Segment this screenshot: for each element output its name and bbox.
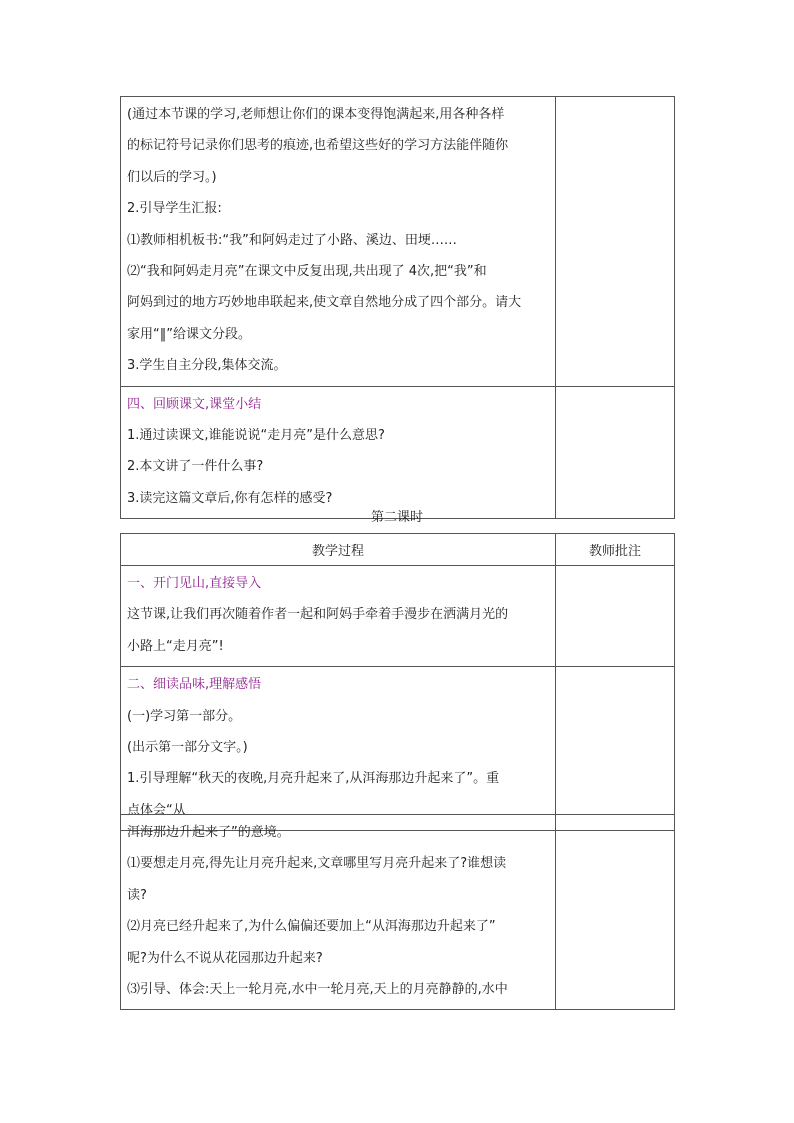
table-row [121,386,675,519]
table-header-row [121,534,675,566]
teacher-note-cell [556,566,675,667]
lesson-table-continued [120,96,675,519]
text-line: 们以后的学习。) [127,169,217,185]
teacher-note-cell [556,97,675,387]
text-line: ⑵“我和阿妈走月亮”在课文中反复出现,共出现了 4次,把“我”和 [127,264,487,280]
text-line: (通过本节课的学习,老师想让你们的课本变得饱满起来,用各种各样 [127,107,505,122]
text-line: 1.通过读课文,谁能说说“走月亮”是什么意思? [127,428,385,444]
process-cell [121,386,556,519]
text-line: 1.引导理解“秋天的夜晚,月亮升起来了,从洱海那边升起来了”。重 [127,771,500,787]
text-line: 点体会“从 [127,802,186,818]
text-line: ⑴要想走月亮,得先让月亮升起来,文章哪里写月亮升起来了?谁想读 [127,856,507,872]
table-row [121,815,675,1010]
process-cell [121,97,556,387]
lesson-table-continued [120,814,675,1010]
process-cell [121,566,556,667]
text-line: 2.本文讲了一件什么事? [127,459,264,475]
lesson-table [120,533,675,831]
text-line: 2.引导学生汇报: [127,201,222,217]
table-row [121,566,675,667]
text-line: 呢?为什么不说从花园那边升起来? [127,950,323,966]
table-row [121,667,675,831]
text-line: 3.读完这篇文章后,你有怎样的感受? [127,490,333,506]
text-line: (一)学习第一部分。 [127,708,242,724]
teacher-note-cell [556,815,675,1010]
column-header-notes: 教师批注 [556,534,675,566]
section-title: 第二课时 [370,510,423,525]
process-cell [121,667,556,831]
teacher-note-cell [556,667,675,831]
process-cell [121,815,556,1010]
table-row [121,97,675,387]
text-line: 3.学生自主分段,集体交流。 [127,358,287,374]
text-line: 这节课,让我们再次随着作者一起和阿妈手牵着手漫步在洒满月光的 [127,607,509,623]
text-line: 小路上“走月亮”! [127,638,224,654]
text-line: 洱海那边升起来了”的意境。 [127,825,290,840]
text-line: 读? [127,887,147,903]
section-heading: 四、回顾课文,课堂小结 [127,396,262,412]
text-line: ⑵月亮已经升起来了,为什么偏偏还要加上“从洱海那边升起来了” [127,919,496,935]
text-line: ⑴教师相机板书:“我”和阿妈走过了小路、溪边、田埂…… [127,232,457,248]
text-line: 阿妈到过的地方巧妙地串联起来,使文章自然地分成了四个部分。请大 [127,295,522,311]
section-heading: 一、开门见山,直接导入 [127,576,262,591]
column-header-process: 教学过程 [121,534,556,566]
teacher-note-cell [556,386,675,519]
text-line: 的标记符号记录你们思考的痕迹,也希望这些好的学习方法能伴随你 [127,138,509,154]
section-heading: 二、细读品味,理解感悟 [127,677,262,693]
text-line: (出示第一部分文字。) [127,740,248,756]
text-line: 家用“‖”给课文分段。 [127,326,251,342]
text-line: ⑶引导、体会:天上一轮月亮,水中一轮月亮,天上的月亮静静的,水中 [127,982,508,998]
